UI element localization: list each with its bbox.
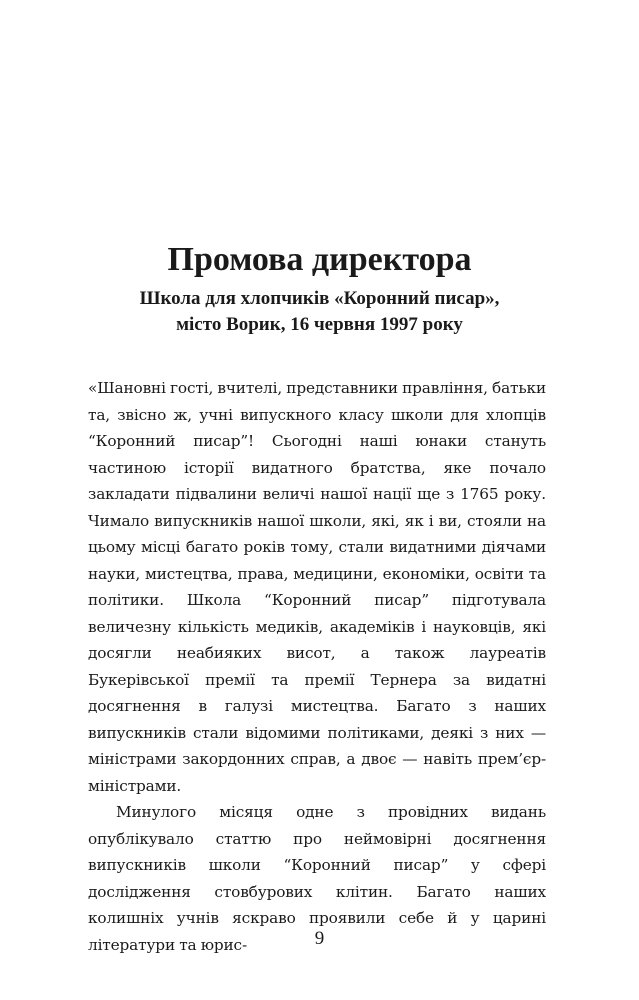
paragraph-1: «Шановні гості, вчителі, представники правління, батьки та, звісно ж, учні випускного класу школи для хлопців “Коронний писар”! Сьогодні наші юнаки стануть частиною історії видатного братства, яке почало закладати підвалини величі нашої нації ще з 1765 року. Чимало випускників нашої школи, які, як і ви, стояли на цьому місці багато років тому, стали видатними діячами науки, мистецтва, права, медицини, економіки, освіти та політики. Школа “Коронний писар” підготувала величезну кількість медиків, академіків і науковців, які досягли неабияких висот, а також лауреатів Букерівської премії та премії Тернера за видатні досягнення в галузі мистецтва. Багато з наших випускників стали відомими політиками, деякі з них — міністрами закордонних справ, а двоє — навіть прем’єр-міністрами. [88, 379, 546, 795]
paragraph-2: Минулого місяця одне з провідних видань опублікувало статтю про неймовірні досягнення випускників школи “Коронний писар” у сфері дослідження стовбурових клітин. Багато наших колишніх учнів яскраво проявили себе й у царині літератури та юрис- [88, 803, 546, 954]
subtitle-line-2: місто Ворик, 16 червня 1997 року [176, 314, 463, 335]
subtitle-line-1: Школа для хлопчиків «Коронний писар», [139, 288, 500, 309]
chapter-title: Промова директора [167, 241, 472, 278]
body-text [88, 375, 546, 958]
chapter-subtitle [0, 286, 639, 338]
page-number: 9 [314, 928, 325, 949]
